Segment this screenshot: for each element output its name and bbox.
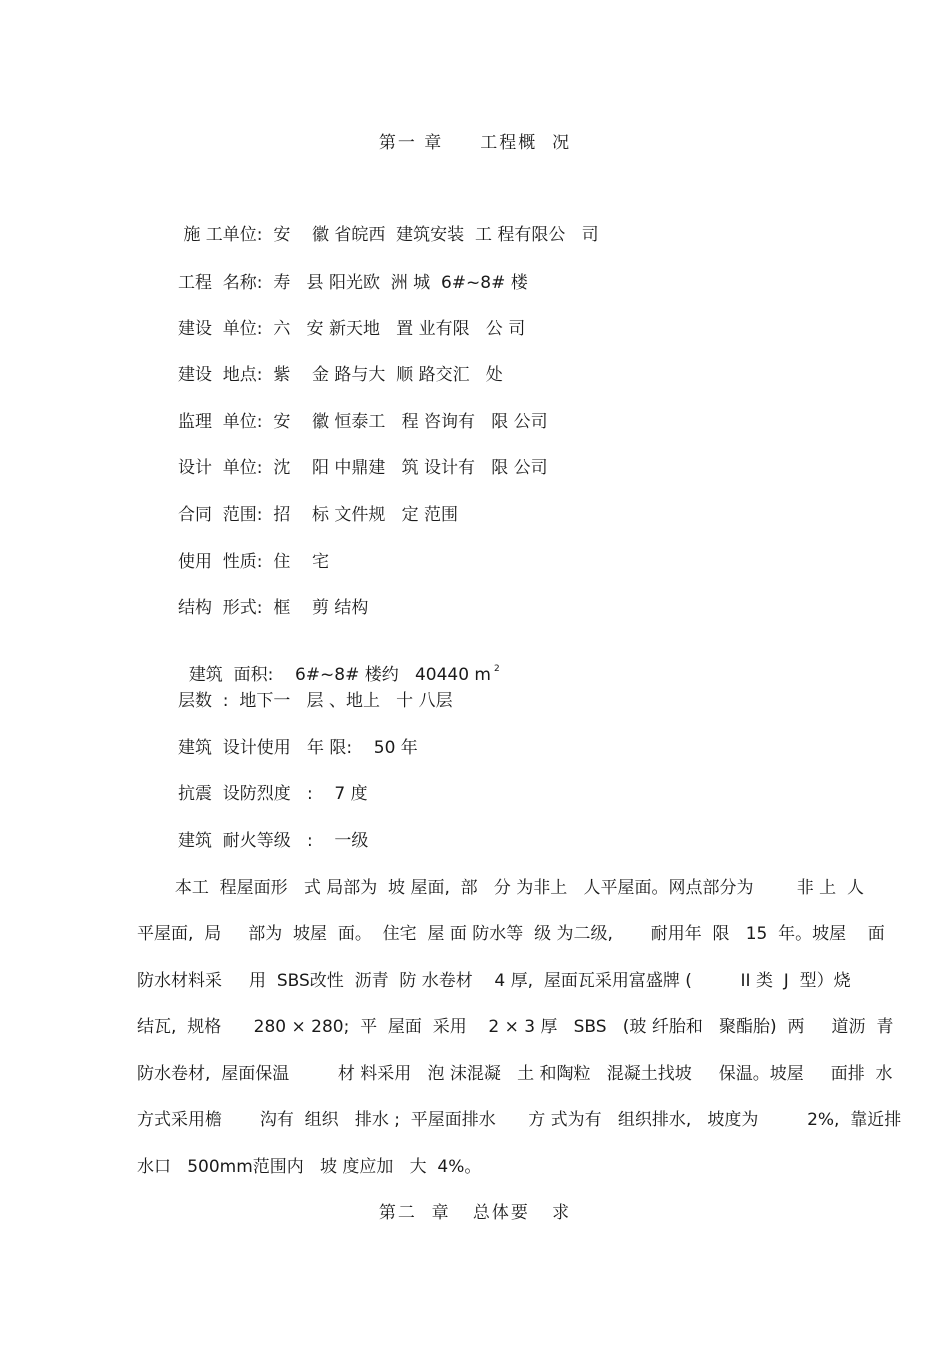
paragraph-line: 方式采用檐 沟有 组织 排水 ; 平屋面排水 方 式为有 组织排水, 坡度为 2%, 靠近排: [137, 1110, 902, 1130]
area-text: 建筑 面积: 6#~8# 楼约 40440 m: [188, 665, 491, 685]
area-line: [178, 640, 500, 685]
contract-scope-line: 合同 范围: 招 标 文件规 定 范围: [178, 505, 458, 525]
paragraph-line: 平屋面, 局 部为 坡屋 面。 住宅 屋 面 防水等 级 为二级, 耐用年 限 15 年。坡屋 面: [137, 924, 885, 944]
area-unit-superscript: 2: [494, 664, 500, 674]
chapter-2-title: 第二 章 总体要 求: [378, 1203, 572, 1223]
designer-line: 设计 单位: 沈 阳 中鼎建 筑 设计有 限 公司: [178, 458, 548, 478]
chapter-1-title: 第一 章 工程概 况: [378, 133, 572, 153]
roof-description-paragraph: [137, 873, 902, 1177]
owner-line: 建设 单位: 六 安 新天地 置 业有限 公 司: [178, 319, 526, 339]
contractor-line: 施 工单位: 安 徽 省皖西 建筑安装 工 程有限公 司: [178, 225, 599, 245]
seismic-line: 抗震 设防烈度 : 7 度: [178, 784, 368, 804]
paragraph-line: 水口 500mm范围内 坡 度应加 大 4%。: [137, 1157, 482, 1177]
project-name-line: 工程 名称: 寿 县 阳光欧 洲 城 6#~8# 楼: [178, 273, 528, 293]
location-line: 建设 地点: 紫 金 路与大 顺 路交汇 处: [178, 365, 503, 385]
supervisor-line: 监理 单位: 安 徽 恒泰工 程 咨询有 限 公司: [178, 412, 548, 432]
structure-line: 结构 形式: 框 剪 结构: [178, 598, 369, 618]
paragraph-line: 本工 程屋面形 式 局部为 坡 屋面, 部 分 为非上 人平屋面。网点部分为 非 上 人: [137, 878, 864, 898]
paragraph-line: 结瓦, 规格 280 × 280; 平 屋面 采用 2 × 3 厚 SBS (玻 纤胎和 聚酯胎) 两 道沥 青: [137, 1017, 894, 1037]
paragraph-line: 防水材料采 用 SBS改性 沥青 防 水卷材 4 厚, 屋面瓦采用富盛牌 ( II 类 J 型）烧: [137, 971, 851, 991]
service-life-line: 建筑 设计使用 年 限: 50 年: [178, 738, 418, 758]
fire-rating-line: 建筑 耐火等级 : 一级: [178, 831, 369, 851]
paragraph-line: 防水卷材, 屋面保温 材 料采用 泡 沫混凝 土 和陶粒 混凝土找坡 保温。坡屋 面排 水: [137, 1064, 893, 1084]
floors-line: 层数 : 地下一 层 、地上 十 八层: [178, 691, 453, 711]
usage-line: 使用 性质: 住 宅: [178, 552, 329, 572]
